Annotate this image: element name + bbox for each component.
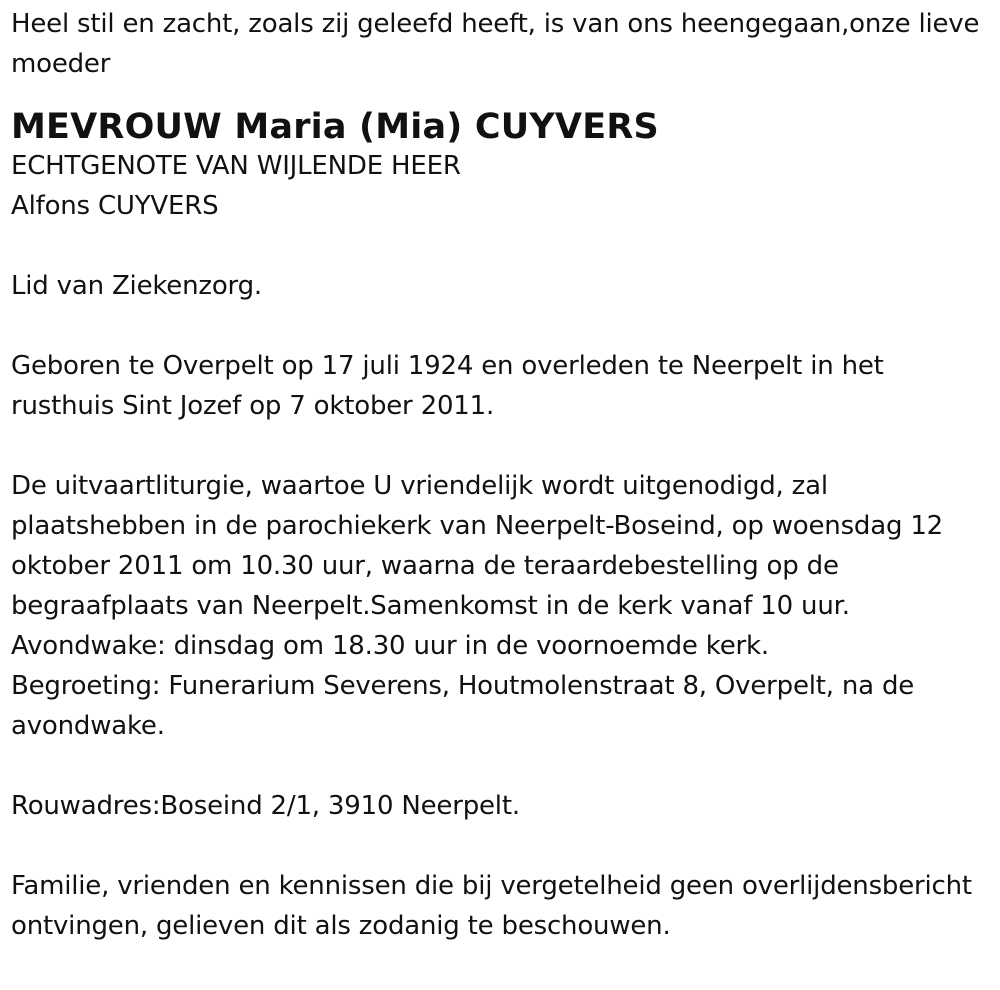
spouse-title: ECHTGENOTE VAN WIJLENDE HEER <box>11 151 461 181</box>
deceased-name: MEVROUW Maria (Mia) CUYVERS <box>11 107 659 147</box>
closing-text: Familie, vrienden en kennissen die bij vergetelheid geen overlijdensbericht ontvingen, gelieven dit als zodanig te beschouwen. <box>11 871 972 941</box>
spacer <box>11 746 986 786</box>
intro-text: Heel stil en zacht, zoals zij geleefd heeft, is van ons heengegaan,onze lieve moeder <box>11 9 980 79</box>
wake-text: Avondwake: dinsdag om 18.30 uur in de voornoemde kerk. <box>11 631 769 661</box>
spacer <box>11 306 986 346</box>
spacer <box>11 826 986 866</box>
greeting-text: Begroeting: Funerarium Severens, Houtmolenstraat 8, Overpelt, na de avondwake. <box>11 671 915 741</box>
funeral-text: De uitvaartliturgie, waartoe U vriendelijk wordt uitgenodigd, zal plaatshebben in de parochiekerk van Neerpelt-Boseind, op woensdag 12 oktober 2011 om 10.30 uur, waarna de teraardebestelling op de begraafplaats van Neerpelt.Samenkomst in de kerk vanaf 10 uur. <box>11 471 944 621</box>
spacer <box>11 226 986 266</box>
spouse-name: Alfons CUYVERS <box>11 191 219 221</box>
membership-text: Lid van Ziekenzorg. <box>11 271 262 301</box>
spacer <box>11 426 986 466</box>
birth-death-text: Geboren te Overpelt op 17 juli 1924 en overleden te Neerpelt in het rusthuis Sint Jozef op 7 oktober 2011. <box>11 351 884 421</box>
address-text: Rouwadres:Boseind 2/1, 3910 Neerpelt. <box>11 791 520 821</box>
obituary-notice <box>11 4 986 946</box>
